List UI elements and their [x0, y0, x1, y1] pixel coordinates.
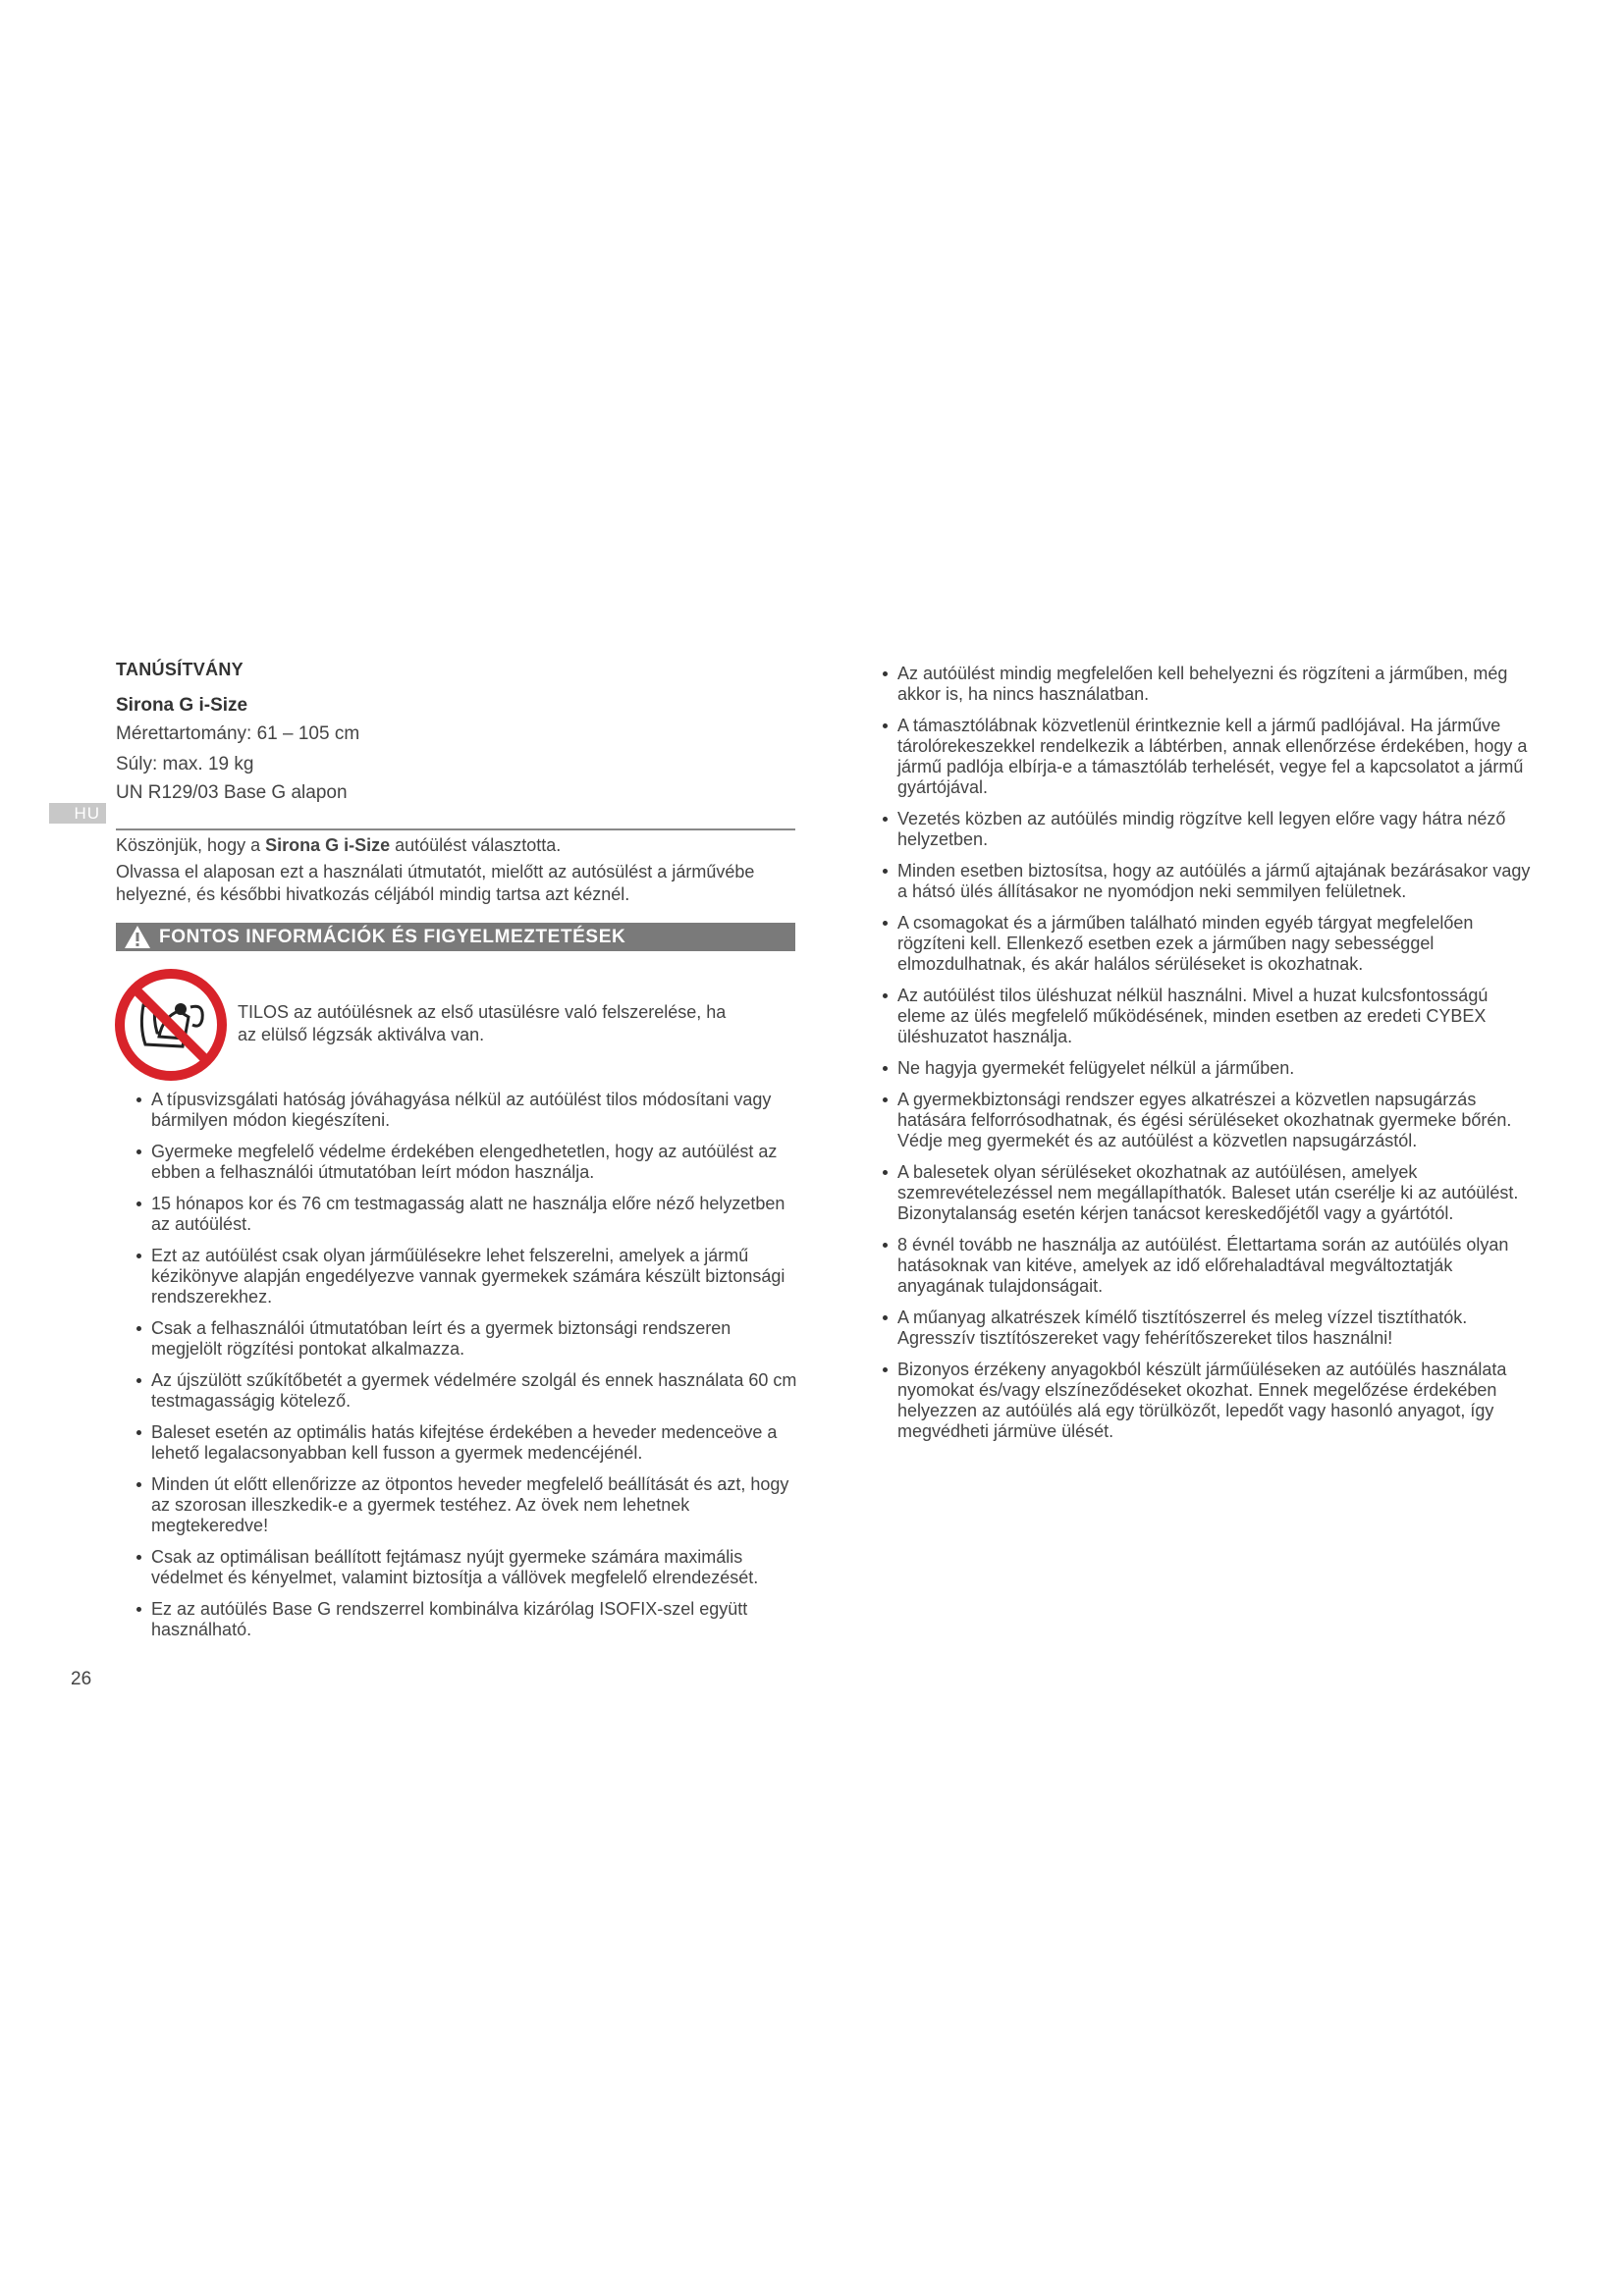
list-item: Az autóülést mindig megfelelően kell behelyezni és rögzíteni a járműben, még akkor is, ha nincs használatban. [874, 664, 1532, 705]
list-item: Vezetés közben az autóülés mindig rögzítve kell legyen előre vagy hátra néző helyzetben. [874, 809, 1532, 850]
product-name: Sirona G i-Size [116, 695, 248, 716]
page-number: 26 [71, 1669, 92, 1689]
no-front-seat-airbag-icon [114, 968, 228, 1082]
list-item: A gyermekbiztonsági rendszer egyes alkatrészei a közvetlen napsugárzás hatására felforrósodhatnak, és égési sérüléseket okozhatnak gyermeke bőrén. Védje meg gyermekét és az autóülést a közvetlen napsugárzástól. [874, 1090, 1532, 1151]
thanks-suffix: autóülést választotta. [390, 835, 562, 855]
list-item: Az autóülést tilos üléshuzat nélkül használni. Mivel a huzat kulcsfontosságú eleme az ülés megfelelő működésének, minden esetben az eredeti CYBEX üléshuzatot használja. [874, 986, 1532, 1047]
size-range: Mérettartomány: 61 – 105 cm [116, 723, 360, 744]
list-item: Ne hagyja gyermekét felügyelet nélkül a járműben. [874, 1058, 1532, 1079]
list-item: Az újszülött szűkítőbetét a gyermek védelmére szolgál és ennek használata 60 cm testmagasságig kötelező. [128, 1370, 805, 1412]
read-manual-paragraph: Olvassa el alaposan ezt a használati útmutatót, mielőtt az autósülést a járművébe helyezné, és későbbi hivatkozás céljából mindig tartsa azt kéznél. [116, 862, 755, 904]
language-tab: HU [49, 803, 106, 824]
list-item: Ez az autóülés Base G rendszerrel kombinálva kizárólag ISOFIX-szel együtt használható. [128, 1599, 805, 1640]
list-item: A típusvizsgálati hatóság jóváhagyása nélkül az autóülést tilos módosítani vagy bármilyen módon kiegészíteni. [128, 1090, 805, 1131]
right-warning-list [874, 664, 1532, 1453]
weight-limit: Súly: max. 19 kg [116, 754, 254, 774]
list-item: Ezt az autóülést csak olyan járműülésekre lehet felszerelni, amelyek a jármű kézikönyve alapján engedélyezve vannak gyermekek számára készült biztonsági rendszerekhez. [128, 1246, 805, 1308]
list-item: Baleset esetén az optimális hatás kifejtése érdekében a heveder medenceöve a lehető legalacsonyabban kell fusson a gyermek medencéjénél. [128, 1422, 805, 1464]
list-item: A műanyag alkatrészek kímélő tisztítószerrel és meleg vízzel tisztíthatók. Agresszív tisztítószereket vagy fehérítőszereket tilos használni! [874, 1308, 1532, 1349]
certificate-title: TANÚSÍTVÁNY [116, 660, 244, 679]
list-item: Minden esetben biztosítsa, hogy az autóülés a jármű ajtajának bezárásakor vagy a hátsó ülés állításakor ne nyomódjon neki semmilyen felületnek. [874, 861, 1532, 902]
list-item: Csak az optimálisan beállított fejtámasz nyújt gyermeke számára maximális védelmet és kényelmet, valamint biztosítja a vállövek megfelelő elrendezését. [128, 1547, 805, 1588]
list-item: Bizonyos érzékeny anyagokból készült járműüléseken az autóülés használata nyomokat és/vagy elszíneződéseket okozhat. Ennek megelőzése érdekében helyezzen az autóülés alá egy törülközőt, lepedőt vagy hasonló anyagot, így megvédheti jármüve ülését. [874, 1360, 1532, 1442]
list-item: A balesetek olyan sérüléseket okozhatnak az autóülésen, amelyek szemrevételezéssel nem megállapíthatók. Baleset után cserélje ki az autóülést. Bizonytalanság esetén kérjen tanácsot kereskedőjétől vagy a gyártótól. [874, 1162, 1532, 1224]
thanks-product: Sirona G i-Size [265, 835, 391, 855]
section-divider [116, 828, 795, 830]
thanks-paragraph [116, 834, 795, 857]
warning-triangle-icon [124, 925, 151, 949]
thanks-prefix: Köszönjük, hogy a [116, 835, 266, 855]
left-warning-list [128, 1090, 805, 1651]
list-item: A támasztólábnak közvetlenül érintkeznie kell a jármű padlójával. Ha járműve tárolórekeszekkel rendelkezik a lábtérben, annak ellenőrzése érdekében, hogy a jármű padlója elbírja-e a támasztóláb terhelését, vegye fel a kapcsolatot a jármű gyártójával. [874, 716, 1532, 798]
list-item: Gyermeke megfelelő védelme érdekében elengedhetetlen, hogy az autóülést az ebben a felhasználói útmutatóban leírt módon használja. [128, 1142, 805, 1183]
list-item: Csak a felhasználói útmutatóban leírt és a gyermek biztonsági rendszeren megjelölt rögzítési pontokat alkalmazza. [128, 1318, 805, 1360]
airbag-warning-text: TILOS az autóülésnek az első utasülésre való felszerelése, ha az elülső légzsák aktiválva van. [238, 1002, 727, 1044]
list-item: 8 évnél tovább ne használja az autóülést. Élettartama során az autóülés olyan hatásoknak van kitéve, amelyek az idő előrehaladtával megváltoztatják anyagának tulajdonságait. [874, 1235, 1532, 1297]
list-item: Minden út előtt ellenőrizze az ötpontos heveder megfelelő beállítását és azt, hogy az szorosan illeszkedik-e a gyermek testéhez. Az övek nem lehetnek megtekeredve! [128, 1474, 805, 1536]
list-item: A csomagokat és a járműben található minden egyéb tárgyat megfelelően rögzíteni kell. Ellenkező esetben ezek a járműben nagy sebességgel elmozdulhatnak, és akár halálos sérüléseket is okozhatnak. [874, 913, 1532, 975]
warning-header-text: FONTOS INFORMÁCIÓK ÉS FIGYELMEZTETÉSEK [159, 927, 626, 947]
list-item: 15 hónapos kor és 76 cm testmagasság alatt ne használja előre néző helyzetben az autóülést. [128, 1194, 805, 1235]
standard: UN R129/03 Base G alapon [116, 782, 348, 803]
warning-header [116, 923, 795, 951]
